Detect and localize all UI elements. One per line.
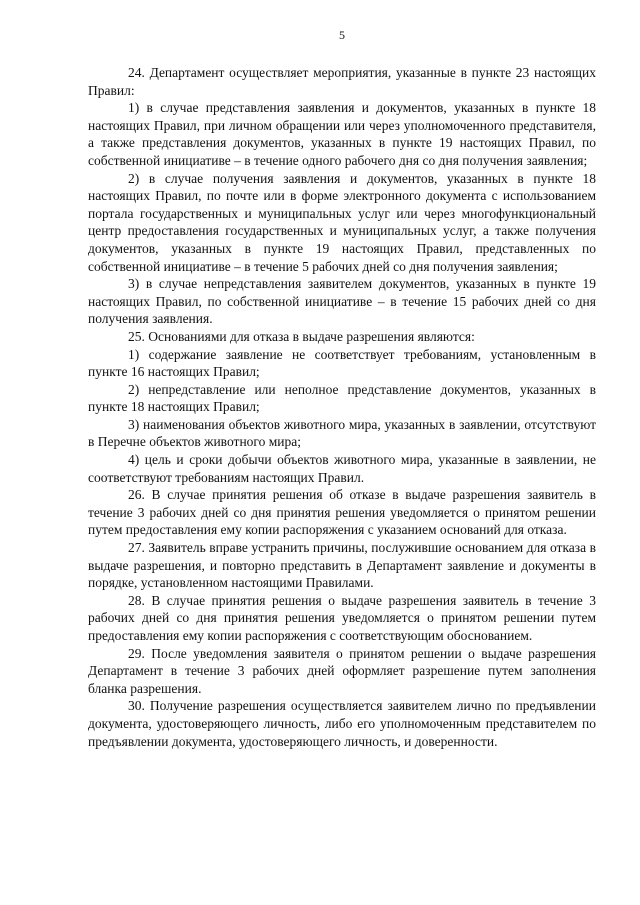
paragraph-24-item-3: 3) в случае непредставления заявителем документов, указанных в пункте 19 настоящих Правил, по собственной инициативе – в течение 15 рабочих дней со дня получения заявления. [88, 276, 596, 327]
document-page [88, 28, 596, 750]
paragraph-25-item-1: 1) содержание заявление не соответствует требованиям, установленным в пункте 16 настоящих Правил; [88, 346, 596, 380]
paragraph-30: 30. Получение разрешения осуществляется заявителем лично по предъявлении документа, удостоверяющего личность, либо его уполномоченным представителем по предъявлении документа, удостоверяющего личность, и доверенности. [88, 698, 596, 749]
paragraph-25-item-2: 2) непредставление или неполное представление документов, указанных в пункте 18 настоящих Правил; [88, 381, 596, 415]
paragraph-27: 27. Заявитель вправе устранить причины, послужившие основанием для отказа в выдаче разрешения, и повторно представить в Департамент заявление и документы в порядке, установленном настоящими Правилами. [88, 540, 596, 591]
paragraph-26: 26. В случае принятия решения об отказе в выдаче разрешения заявитель в течение 3 рабочих дней со дня принятия решения уведомляется о принятом решении путем предоставления ему копии распоряжения с указанием оснований для отказа. [88, 487, 596, 538]
paragraph-25-item-3: 3) наименования объектов животного мира, указанных в заявлении, отсутствуют в Перечне объектов животного мира; [88, 416, 596, 450]
paragraph-25-item-4: 4) цель и сроки добычи объектов животного мира, указанные в заявлении, не соответствуют требованиям настоящих Правил. [88, 452, 596, 485]
paragraph-24: 24. Департамент осуществляет мероприятия, указанные в пункте 23 настоящих Правил: [88, 65, 596, 98]
paragraph-24-item-1: 1) в случае представления заявления и документов, указанных в пункте 18 настоящих Правил, при личном обращении или через уполномоченного представителя, а также представления документов, указанных в пункте 19 настоящих Правил, по собственной инициативе – в течение одного рабочего дня со дня получения заявления; [88, 100, 596, 168]
paragraph-24-item-2: 2) в случае получения заявления и документов, указанных в пункте 18 настоящих Правил, по почте или в форме электронного документа с использованием портала государственных и муниципальных услуг или через многофункциональный центр предоставления государственных и муниципальных услуг, а также получения документов, указанных в пункте 19 настоящих Правил, представленных по собственной инициативе – в течение 5 рабочих дней со дня получения заявления; [88, 170, 596, 274]
paragraph-25: 25. Основаниями для отказа в выдаче разрешения являются: [128, 328, 475, 344]
paragraph-29: 29. После уведомления заявителя о принятом решении о выдаче разрешения Департамент в течение 3 рабочих дней оформляет разрешение путем заполнения бланка разрешения. [88, 645, 596, 696]
paragraph-28: 28. В случае принятия решения о выдаче разрешения заявитель в течение 3 рабочих дней со дня принятия решения уведомляется о принятом решении путем предоставления ему копии распоряжения с соответствующим обоснованием. [88, 592, 596, 643]
page-number: 5 [339, 28, 345, 42]
